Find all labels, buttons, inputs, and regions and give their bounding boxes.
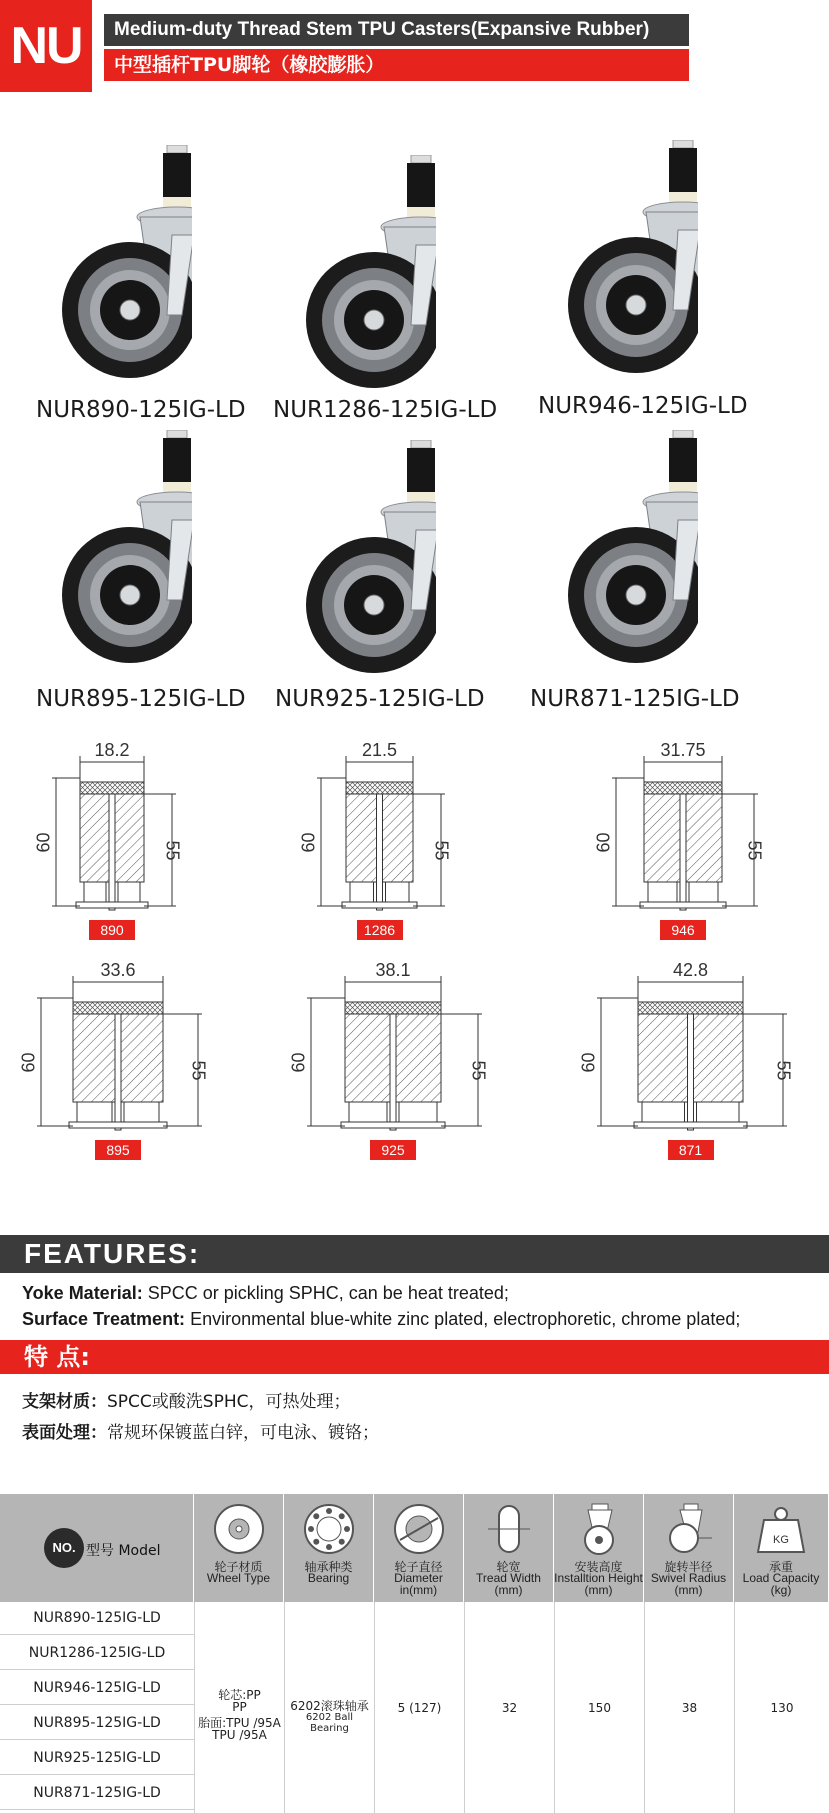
yoke-material-cn-text: SPCC或酸洗SPHC，可热处理； xyxy=(107,1392,351,1412)
weight-kg-icon xyxy=(754,1502,808,1556)
dimension-drawing xyxy=(33,740,260,940)
swivel-radius-cell xyxy=(644,1602,734,1813)
spec-column-label-en: (mm) xyxy=(584,1583,613,1597)
surface-treatment-label: Surface Treatment: xyxy=(22,1309,186,1329)
spec-column-label-en: Load Capacity xyxy=(742,1571,820,1585)
model-tag: 890 xyxy=(89,920,135,940)
section-view xyxy=(305,740,453,930)
width-dimension: 21.5 xyxy=(361,740,398,760)
yoke-material-text: SPCC or pickling SPHC, can be heat treated; xyxy=(142,1283,509,1303)
height-dimension-left: 60 xyxy=(578,1052,599,1073)
product-label-wrap xyxy=(538,393,798,423)
product-label-wrap xyxy=(275,686,535,716)
spec-column-label-en: Bearing xyxy=(307,1571,350,1585)
swivel-radius-icon xyxy=(662,1502,716,1556)
wheel-type-core: 轮芯:PP xyxy=(218,1688,261,1702)
wheel-type-icon xyxy=(212,1502,266,1556)
product-card xyxy=(528,430,788,730)
spec-column-label-en: (mm) xyxy=(494,1583,523,1597)
page-title-en: Medium-duty Thread Stem TPU Casters(Expansive Rubber) xyxy=(104,14,689,46)
spec-column-label-en: Installtion Height xyxy=(554,1571,643,1585)
height-dimension-left: 60 xyxy=(593,832,614,853)
yoke-material-line xyxy=(22,1283,509,1304)
width-dimension: 38.1 xyxy=(375,960,411,980)
table-row-model: NUR946-125IG-LD xyxy=(0,1672,194,1705)
caster-image xyxy=(22,145,192,395)
caster-image xyxy=(266,440,436,690)
model-tag: 1286 xyxy=(357,920,403,940)
width-dimension: 42.8 xyxy=(672,960,709,980)
section-view xyxy=(295,960,490,1150)
product-name: NUR946-125IG-LD xyxy=(538,393,748,419)
caster-image xyxy=(528,140,698,390)
height-dimension-right: 55 xyxy=(468,1060,489,1081)
product-label-wrap xyxy=(36,686,296,716)
dimension-drawing xyxy=(18,960,245,1160)
height-dimension-right: 55 xyxy=(188,1060,209,1081)
no-badge: NO. xyxy=(44,1528,84,1568)
spec-column-label-cn: 轮子直径 xyxy=(394,1560,443,1574)
product-name: NUR890-125IG-LD xyxy=(36,397,246,423)
caster-image xyxy=(266,155,436,405)
diameter-cell xyxy=(374,1602,464,1813)
bearing-en: 6202 Ball Bearing xyxy=(305,1712,354,1734)
height-dimension-left: 60 xyxy=(298,832,319,853)
bearing-cell xyxy=(284,1602,374,1813)
dimension-drawing xyxy=(288,960,515,1160)
features-heading: FEATURES: xyxy=(0,1235,829,1273)
section-view xyxy=(25,960,210,1150)
product-name: NUR925-125IG-LD xyxy=(275,686,485,712)
spec-column-label-cn: 承重 xyxy=(768,1560,793,1574)
installation-height-cell xyxy=(554,1602,644,1813)
height-dimension-left: 60 xyxy=(33,832,54,853)
brand-badge: NU xyxy=(0,0,92,92)
swivel-radius-value: 38 xyxy=(681,1701,698,1715)
section-view xyxy=(585,960,795,1150)
height-dimension-right: 55 xyxy=(773,1060,794,1081)
section-view xyxy=(40,740,184,930)
load-capacity-value: 130 xyxy=(770,1701,794,1715)
surface-treatment-text: Environmental blue-white zinc plated, electrophoretic, chrome plated; xyxy=(185,1309,741,1329)
spec-column-label-en: Wheel Type xyxy=(206,1571,271,1585)
spec-column-label-en: (kg) xyxy=(770,1583,792,1597)
spec-column-header xyxy=(464,1494,554,1602)
spec-column-label-en: (mm) xyxy=(674,1583,703,1597)
wheel-type-tread: 胎面:TPU /95A xyxy=(198,1716,281,1730)
spec-column-header xyxy=(374,1494,464,1602)
dimension-drawing xyxy=(578,960,805,1160)
yoke-material-label: Yoke Material: xyxy=(22,1283,143,1303)
diameter-value: 5 (127) xyxy=(397,1701,442,1715)
height-dimension-left: 60 xyxy=(18,1052,39,1073)
spec-column-label-cn: 安装高度 xyxy=(574,1560,623,1574)
spec-column-label-en: Diameter xyxy=(394,1571,443,1585)
tread-width-icon xyxy=(482,1502,536,1556)
surface-treatment-cn-text: 常规环保镀蓝白锌，可电泳、镀铬； xyxy=(107,1423,379,1443)
table-row-model: NUR871-125IG-LD xyxy=(0,1777,194,1810)
surface-treatment-cn-line xyxy=(22,1418,379,1443)
product-name: NUR1286-125IG-LD xyxy=(273,397,498,423)
dimension-drawing xyxy=(593,740,820,940)
spec-column-header xyxy=(644,1494,734,1602)
table-row-model: NUR895-125IG-LD xyxy=(0,1707,194,1740)
kg-icon-text: KG xyxy=(773,1534,789,1546)
spec-table xyxy=(0,1494,829,1813)
spec-column-header xyxy=(734,1494,829,1602)
tread-width-value: 32 xyxy=(501,1701,518,1715)
product-name: NUR871-125IG-LD xyxy=(530,686,740,712)
bearing-cn: 6202滚珠轴承 xyxy=(290,1699,369,1713)
wheel-type-cell xyxy=(194,1602,284,1813)
product-label-wrap xyxy=(273,397,533,427)
table-row-model: NUR925-125IG-LD xyxy=(0,1742,194,1775)
height-dimension-right: 55 xyxy=(431,840,452,861)
diameter-icon xyxy=(392,1502,446,1556)
product-label-wrap xyxy=(36,397,296,427)
model-header-label: 型号 Model xyxy=(86,1543,161,1559)
wheel-type-tread-val: TPU /95A xyxy=(212,1728,267,1742)
spec-column-label-cn: 轴承种类 xyxy=(304,1560,353,1574)
yoke-material-cn-label: 支架材质： xyxy=(22,1392,107,1412)
installation-height-value: 150 xyxy=(588,1701,611,1715)
spec-column-header xyxy=(194,1494,284,1602)
load-capacity-cell xyxy=(734,1602,829,1813)
features-heading-cn: 特 点: xyxy=(0,1340,829,1374)
product-card xyxy=(22,430,282,730)
model-header-cell xyxy=(0,1494,194,1602)
table-row-model: NUR1286-125IG-LD xyxy=(0,1637,194,1670)
surface-treatment-line xyxy=(22,1309,740,1330)
spec-column-label-cn: 轮宽 xyxy=(496,1560,521,1574)
model-tag: 895 xyxy=(95,1140,141,1160)
wheel-type-core-val: PP xyxy=(232,1700,247,1714)
model-tag: 946 xyxy=(660,920,706,940)
height-dimension-left: 60 xyxy=(288,1052,309,1073)
spec-column-label-cn: 旋转半径 xyxy=(664,1560,713,1574)
dimension-drawing xyxy=(298,740,525,940)
caster-image xyxy=(22,430,192,680)
width-dimension: 18.2 xyxy=(94,740,130,760)
width-dimension: 33.6 xyxy=(100,960,136,980)
model-tag: 871 xyxy=(668,1140,714,1160)
product-name: NUR895-125IG-LD xyxy=(36,686,246,712)
tread-width-cell xyxy=(464,1602,554,1813)
page-title-cn: 中型插杆TPU脚轮（橡胶膨胀） xyxy=(104,49,689,81)
spec-column-label-cn: 轮子材质 xyxy=(214,1560,263,1574)
model-tag: 925 xyxy=(370,1140,416,1160)
spec-column-label-en: Swivel Radius xyxy=(650,1571,727,1585)
height-dimension-right: 55 xyxy=(162,840,183,861)
surface-treatment-cn-label: 表面处理： xyxy=(22,1423,107,1443)
yoke-material-cn-line xyxy=(22,1387,350,1412)
table-row-model: NUR890-125IG-LD xyxy=(0,1602,194,1635)
caster-image xyxy=(528,430,698,680)
spec-column-header xyxy=(554,1494,644,1602)
spec-column-label-en: Tread Width xyxy=(476,1571,541,1585)
height-dimension-right: 55 xyxy=(744,840,765,861)
spec-column-header xyxy=(284,1494,374,1602)
bearing-icon xyxy=(302,1502,356,1556)
product-label-wrap xyxy=(530,686,790,716)
width-dimension: 31.75 xyxy=(660,740,706,760)
caster-height-icon xyxy=(572,1502,626,1556)
section-view xyxy=(600,740,766,930)
spec-column-label-en: in(mm) xyxy=(399,1583,438,1597)
